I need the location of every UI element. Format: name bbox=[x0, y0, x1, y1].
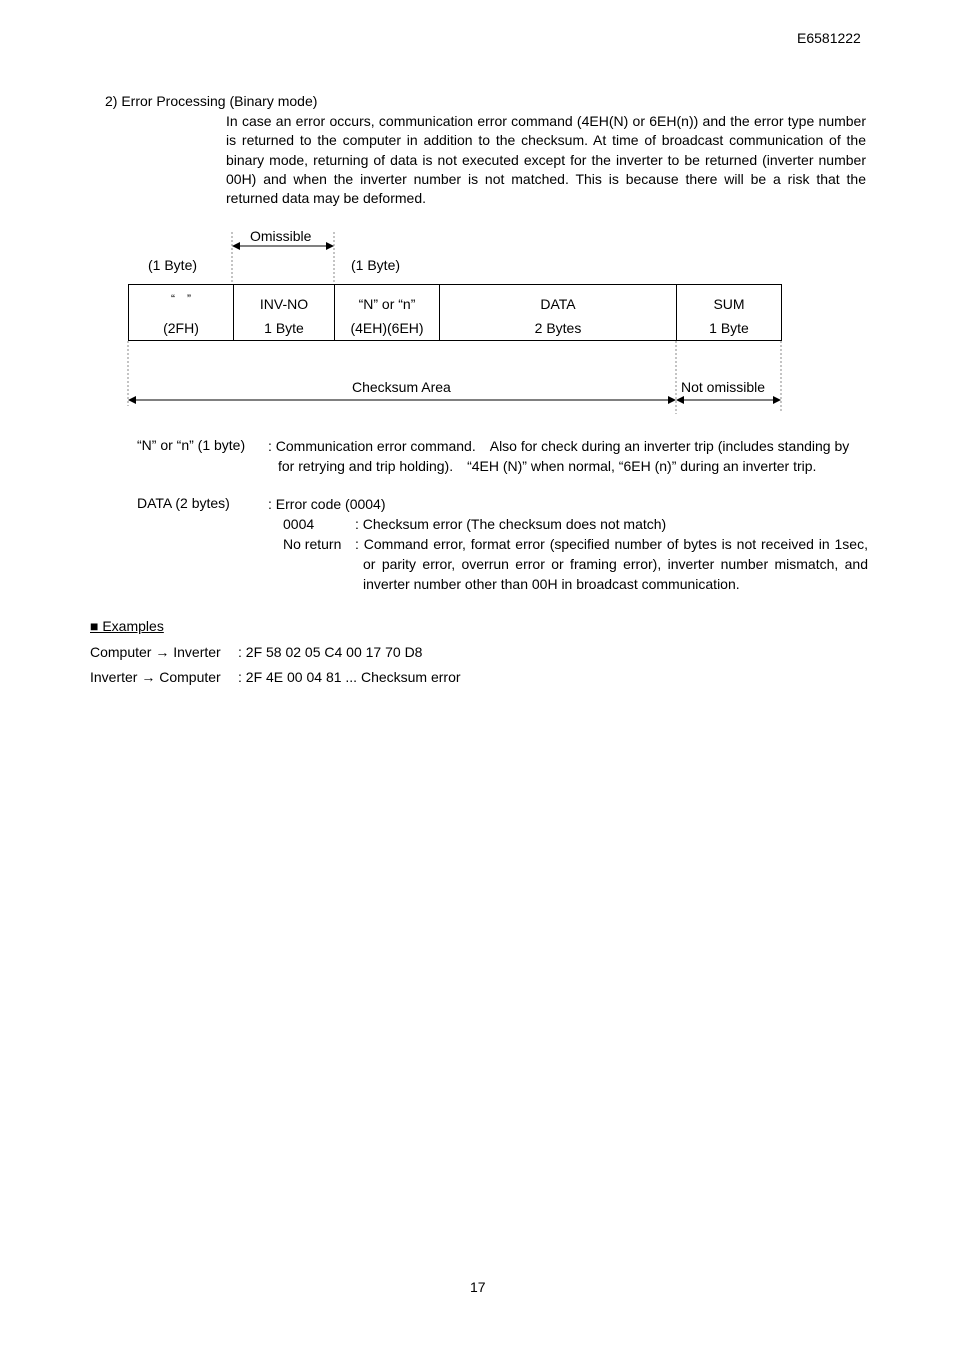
definition-term-data: DATA (2 bytes) bbox=[137, 495, 230, 511]
byte-label-left: (1 Byte) bbox=[148, 257, 198, 273]
frame-cell-data-line2: 2 Bytes bbox=[534, 320, 582, 336]
no-return-desc: : Command error, format error (specified number of bytes is not received in 1sec, or parity error, overrun error or framing error), inverter number mismatch, and inverter number other than 00H in broadcast communication. bbox=[355, 536, 868, 592]
frame-cell-inv-no-line1: INV-NO bbox=[259, 296, 309, 312]
frame-diagram-lines bbox=[0, 0, 954, 420]
frame-cell-sum-line2: 1 Byte bbox=[709, 320, 749, 336]
section-heading: 2) Error Processing (Binary mode) bbox=[105, 93, 318, 109]
frame-cell-command-line1: “N” or “n” bbox=[358, 296, 416, 312]
frame-cell-inv-no bbox=[234, 292, 334, 340]
frame-cell-command bbox=[335, 292, 439, 340]
frame-cell-data bbox=[440, 292, 676, 340]
document-number: E6581222 bbox=[797, 30, 861, 46]
intro-paragraph: In case an error occurs, communication error command (4EH(N) or 6EH(n)) and the error type number is returned to the computer in addition to the checksum. At time of broadcast communication of the binary mode, returning of data is not executed except for the inverter to be returned (inverter number 00H) and when the inverter number is not matched. This is because there will be a risk that the returned data may be deformed. bbox=[226, 113, 866, 207]
error-code-0004-desc: : Checksum error (The checksum does not match) bbox=[355, 516, 667, 532]
definition-command-line2: for retrying and trip holding). “4EH (N)” when normal, “6EH (n)” during an inverter trip. bbox=[278, 458, 817, 474]
frame-diagram bbox=[0, 0, 954, 420]
not-omissible-label: Not omissible bbox=[681, 379, 766, 395]
error-code-0004-row bbox=[268, 514, 868, 534]
definition-body-command bbox=[268, 436, 868, 476]
checksum-area-label: Checksum Area bbox=[352, 379, 451, 395]
definition-term-command: “N” or “n” (1 byte) bbox=[137, 437, 246, 453]
examples-heading: ■ Examples bbox=[90, 618, 164, 634]
example-row-1-label: Computer → Inverter bbox=[90, 644, 221, 660]
frame-cell-inv-no-line2: 1 Byte bbox=[264, 320, 304, 336]
frame-cell-sum bbox=[677, 292, 781, 340]
definition-body-data bbox=[268, 494, 868, 594]
omissible-label: Omissible bbox=[250, 228, 312, 244]
frame-cell-start-line1: “ ” bbox=[171, 292, 191, 306]
error-code-0004: 0004 bbox=[283, 516, 315, 532]
frame-cell-command-line2: (4EH)(6EH) bbox=[350, 320, 424, 336]
no-return-row bbox=[268, 534, 868, 594]
frame-cell-start-line2: (2FH) bbox=[163, 320, 199, 336]
example-row-2-label: Inverter → Computer bbox=[90, 669, 221, 685]
example-row-1-value: : 2F 58 02 05 C4 00 17 70 D8 bbox=[238, 644, 423, 660]
frame-cell-data-line1: DATA bbox=[540, 296, 576, 312]
page-number: 17 bbox=[470, 1279, 486, 1295]
no-return-label: No return bbox=[283, 536, 342, 552]
definition-command-line1: : Communication error command. Also for check during an inverter trip (includes standing by bbox=[268, 438, 850, 454]
example-row-2-value: : 2F 4E 00 04 81 ... Checksum error bbox=[238, 669, 461, 685]
byte-label-mid: (1 Byte) bbox=[351, 257, 401, 273]
definition-data-line1: : Error code (0004) bbox=[268, 496, 386, 512]
frame-cell-sum-line1: SUM bbox=[713, 296, 745, 312]
frame-cell-start bbox=[129, 292, 233, 340]
